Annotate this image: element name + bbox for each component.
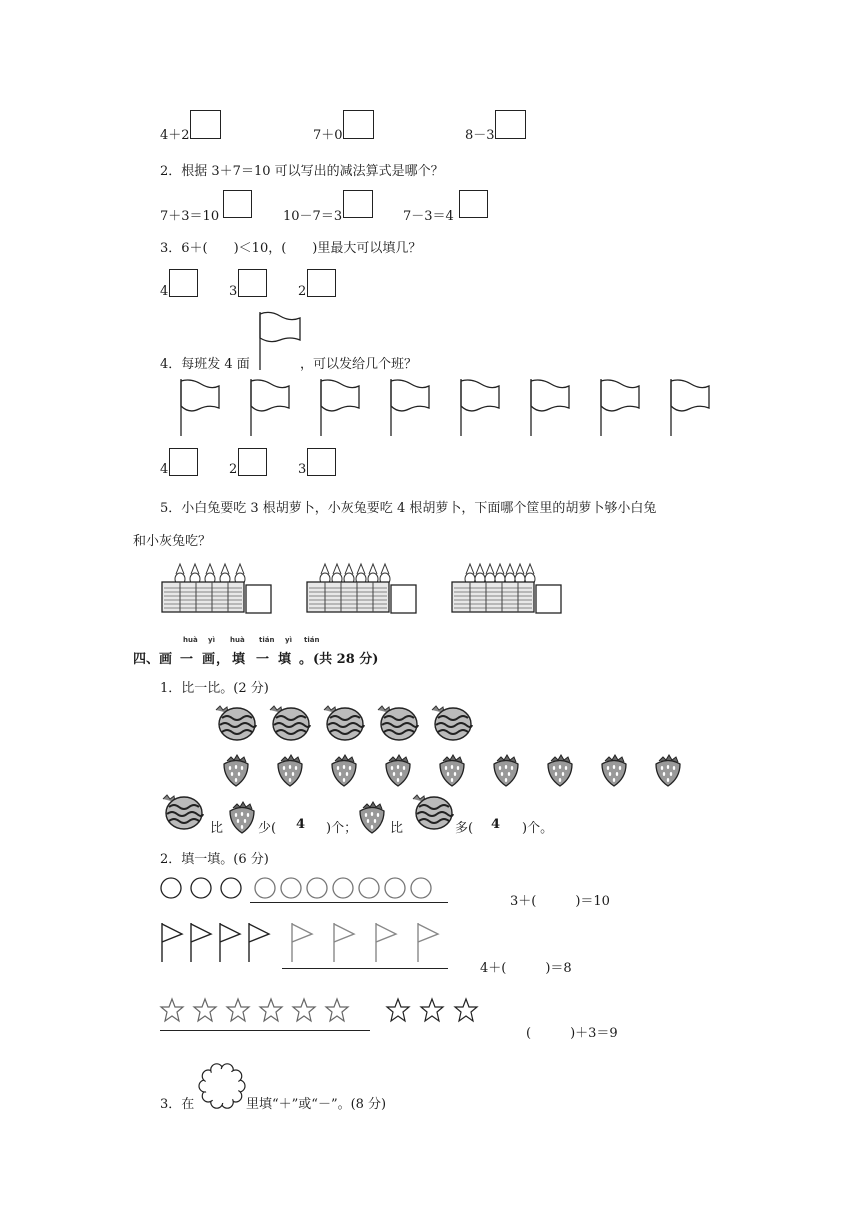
answer-1: 4	[296, 817, 306, 832]
flag-row	[178, 378, 738, 438]
q4-option-c: 3	[298, 462, 307, 477]
star-icon	[325, 998, 349, 1022]
section-end: 。	[299, 652, 313, 667]
underline	[160, 1030, 370, 1031]
answer-2: 4	[491, 817, 501, 832]
answer-box[interactable]	[495, 110, 526, 139]
circle-icon	[160, 877, 182, 899]
pinyin: yì	[208, 636, 215, 644]
circle-icon	[280, 877, 302, 899]
q2-option-b: 10－7＝3	[283, 209, 343, 224]
equation-2: 4＋( )＝8	[480, 961, 572, 976]
section-char: 画	[202, 652, 216, 667]
q4-option-b: 2	[229, 462, 238, 477]
star-icon	[420, 998, 444, 1022]
pinyin: yì	[285, 636, 292, 644]
part-2-title: 2．填一填。(6 分)	[160, 852, 269, 867]
q2-option-a: 7＋3＝10	[160, 209, 220, 224]
q1-option-c: 8－3	[465, 128, 495, 143]
circle-icon	[332, 877, 354, 899]
flag-icon	[248, 378, 292, 438]
star-icon	[386, 998, 410, 1022]
flag-icon	[332, 922, 356, 966]
star-icon	[193, 998, 217, 1022]
pinyin: huà	[183, 636, 198, 644]
section-char: 一	[256, 652, 270, 667]
watermelon-icon	[321, 704, 369, 744]
strawberry-icon	[356, 799, 388, 835]
watermelon-row	[213, 704, 483, 748]
flag-icon	[388, 378, 432, 438]
circle-icon	[254, 877, 276, 899]
underline	[282, 968, 448, 969]
flags-row	[160, 918, 460, 966]
q2-option-c: 7－3＝4	[403, 209, 454, 224]
answer-box[interactable]	[307, 269, 336, 297]
strawberry-icon	[274, 752, 306, 788]
basket-icon	[450, 560, 562, 616]
watermelon-icon	[410, 793, 458, 833]
flag-icon	[598, 378, 642, 438]
watermelon-icon	[160, 793, 208, 833]
strawberry-icon	[226, 799, 258, 835]
equation-1: 3＋( )＝10	[510, 894, 610, 909]
answer-box[interactable]	[223, 190, 252, 218]
circle-icon	[384, 877, 406, 899]
flag-icon	[668, 378, 712, 438]
flag-icon	[258, 312, 304, 372]
answer-box[interactable]	[169, 269, 198, 297]
answer-box[interactable]	[343, 110, 374, 139]
answer-box[interactable]	[238, 448, 267, 476]
flower-icon	[198, 1062, 246, 1110]
circles-row	[160, 876, 460, 900]
question-5-line1: 5．小白兔要吃 3 根胡萝卜，小灰兔要吃 4 根胡萝卜，下面哪个筐里的胡萝卜够小白兔	[160, 501, 657, 516]
answer-box[interactable]	[459, 190, 488, 218]
strawberry-icon	[544, 752, 576, 788]
question-4-before: 4．每班发 4 面	[160, 357, 250, 372]
section-char: 画	[159, 652, 173, 667]
watermelon-icon	[429, 704, 477, 744]
circle-icon	[220, 877, 242, 899]
watermelon-icon	[375, 704, 423, 744]
star-icon	[292, 998, 316, 1022]
flag-icon	[318, 378, 362, 438]
circle-icon	[358, 877, 380, 899]
compare-ge: )个；	[326, 821, 358, 836]
star-icon	[454, 998, 478, 1022]
section-char: 填	[232, 652, 246, 667]
compare-duo: 多(	[455, 821, 474, 836]
answer-box[interactable]	[238, 269, 267, 297]
watermelon-icon	[213, 704, 261, 744]
flag-icon	[160, 922, 184, 966]
star-icon	[226, 998, 250, 1022]
compare-bi: 比	[210, 821, 224, 836]
flag-icon	[528, 378, 572, 438]
q1-option-b: 7＋0	[313, 128, 343, 143]
watermelon-icon	[267, 704, 315, 744]
basket-icon	[160, 560, 272, 616]
part-3-before: 3．在	[160, 1097, 195, 1112]
answer-box[interactable]	[169, 448, 198, 476]
pinyin: tián	[304, 636, 320, 644]
q3-option-c: 2	[298, 284, 307, 299]
flag-icon	[374, 922, 398, 966]
equation-3: ( )＋3＝9	[526, 1026, 618, 1041]
underline	[250, 902, 448, 903]
flag-icon	[178, 378, 222, 438]
strawberry-icon	[220, 752, 252, 788]
section-score: (共 28 分)	[313, 652, 379, 667]
basket-icon	[305, 560, 417, 616]
answer-box[interactable]	[190, 110, 221, 139]
answer-box[interactable]	[307, 448, 336, 476]
star-icon	[259, 998, 283, 1022]
strawberry-icon	[598, 752, 630, 788]
section-prefix: 四、	[133, 652, 160, 667]
flag-icon	[290, 922, 314, 966]
circle-icon	[190, 877, 212, 899]
star-icon	[160, 998, 184, 1022]
compare-bi: 比	[390, 821, 404, 836]
question-5-line2: 和小灰兔吃？	[133, 534, 212, 549]
q3-option-a: 4	[160, 284, 169, 299]
strawberry-icon	[436, 752, 468, 788]
part-1-title: 1．比一比。(2 分)	[160, 681, 269, 696]
strawberry-icon	[490, 752, 522, 788]
flag-icon	[458, 378, 502, 438]
baskets-row	[160, 560, 580, 620]
pinyin: huà	[230, 636, 245, 644]
flag-icon	[416, 922, 440, 966]
strawberry-icon	[382, 752, 414, 788]
part-3-after: 里填“＋”或“－”。(8 分)	[246, 1097, 387, 1112]
question-3: 3．6＋( )＜10，( )里最大可以填几？	[160, 241, 422, 256]
section-char: 填	[278, 652, 292, 667]
stars-row	[160, 996, 490, 1026]
strawberry-row	[220, 752, 690, 792]
q1-option-a: 4＋2	[160, 128, 190, 143]
compare-ge: )个。	[522, 821, 554, 836]
pinyin: tián	[259, 636, 275, 644]
flag-icon	[218, 922, 242, 966]
strawberry-icon	[652, 752, 684, 788]
question-2: 2．根据 3＋7＝10 可以写出的减法算式是哪个？	[160, 164, 444, 179]
flag-icon	[189, 922, 213, 966]
answer-box[interactable]	[343, 190, 373, 218]
q4-option-a: 4	[160, 462, 169, 477]
compare-shao: 少(	[258, 821, 277, 836]
question-4-after: ，可以发给几个班？	[300, 357, 418, 372]
circle-icon	[306, 877, 328, 899]
circle-icon	[410, 877, 432, 899]
strawberry-icon	[328, 752, 360, 788]
section-sep: ，	[216, 652, 230, 667]
q3-option-b: 3	[229, 284, 238, 299]
flag-icon	[247, 922, 271, 966]
section-char: 一	[180, 652, 194, 667]
